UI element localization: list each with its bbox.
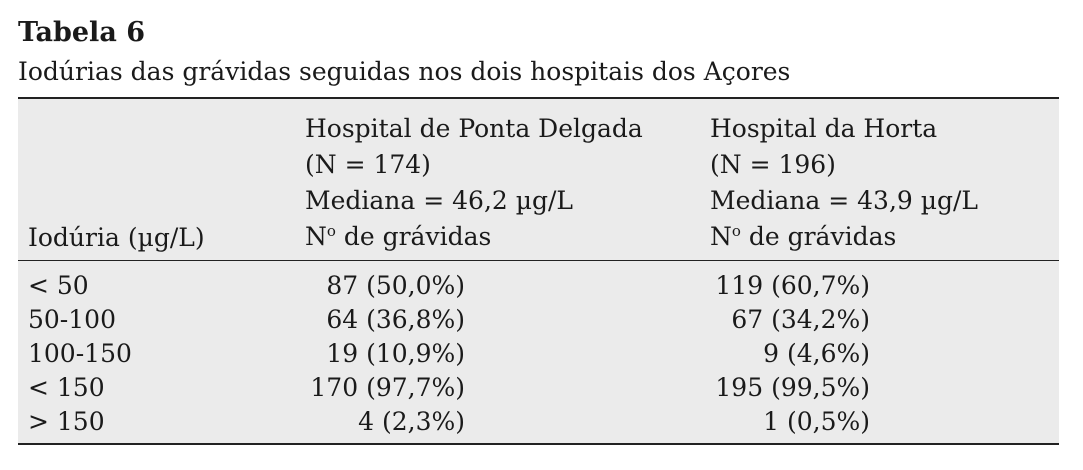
row-label-gt150: > 150 [28,407,105,436]
table-cell: 9 (4,6%) [763,339,870,368]
count-label-rest: de grávidas [335,222,492,251]
table-cell: 19 (10,9%) [326,339,465,368]
count-label-prefix: N [710,222,732,251]
table-cell: 67 (34,2%) [731,305,870,334]
table-cell: 64 (36,8%) [326,305,465,334]
header-separator [18,260,1059,261]
table-cell: 4 (2,3%) [358,407,465,436]
row-header-ioduria: Iodúria (µg/L) [28,223,205,252]
count-label-rest: de grávidas [740,222,897,251]
count-label-prefix: N [305,222,327,251]
col-header-hospital-2: Hospital da Horta [710,114,938,143]
col-header-count-label-2 [710,219,896,255]
data-table [18,97,1059,445]
col-header-n-2: (N = 196) [710,150,836,179]
col-header-hospital-1: Hospital de Ponta Delgada [305,114,643,143]
row-label-lt50: < 50 [28,271,89,300]
table-title: Tabela 6 [18,17,145,48]
table-cell: 87 (50,0%) [326,271,465,300]
row-label-lt150: < 150 [28,373,105,402]
col-header-n-1: (N = 174) [305,150,431,179]
col-header-median-2: Mediana = 43,9 µg/L [710,186,979,215]
table-cell: 170 (97,7%) [310,373,465,402]
col-header-median-1: Mediana = 46,2 µg/L [305,186,574,215]
table-cell: 119 (60,7%) [715,271,870,300]
col-header-count-label-1 [305,219,491,255]
row-label-100-150: 100-150 [28,339,132,368]
table-cell: 1 (0,5%) [763,407,870,436]
row-label-50-100: 50-100 [28,305,116,334]
count-label-sup: o [731,222,741,240]
table-subtitle: Iodúrias das grávidas seguidas nos dois hospitais dos Açores [18,57,791,86]
table-cell: 195 (99,5%) [715,373,870,402]
count-label-sup: o [326,222,336,240]
